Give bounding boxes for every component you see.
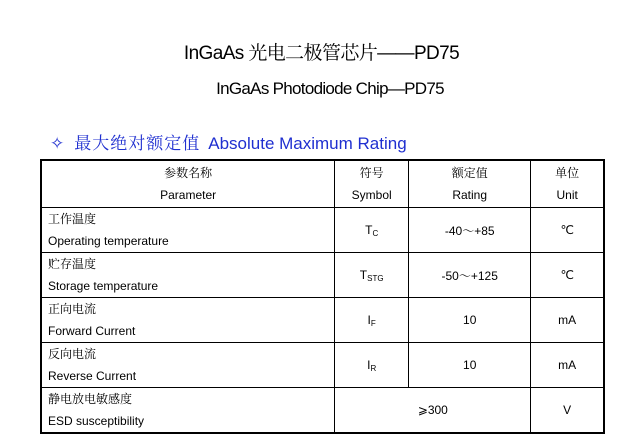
header-rating-cn: 额定值 [451, 166, 488, 180]
row-parameter [41, 298, 335, 343]
parameter-en: Operating temperature [48, 234, 169, 248]
parameter-en: Reverse Current [48, 369, 137, 383]
table-row [41, 343, 604, 388]
header-rating [409, 160, 531, 208]
header-rating-en: Rating [452, 188, 488, 202]
row-symbol [335, 208, 409, 253]
table-header-row [41, 160, 604, 208]
symbol-main: I [367, 357, 371, 372]
row-unit: V [531, 388, 604, 434]
symbol-main: T [359, 267, 368, 282]
parameter-cn: 反向电流 [48, 347, 97, 361]
symbol-main: I [367, 312, 371, 327]
parameter-cn: 工作温度 [48, 212, 97, 226]
table-row [41, 253, 604, 298]
row-parameter [41, 208, 335, 253]
table-row [41, 208, 604, 253]
document-title-en: InGaAs Photodiode Chip—PD75 [216, 79, 444, 98]
section-heading [50, 129, 407, 154]
row-unit: ℃ [531, 208, 604, 253]
table-row [41, 388, 604, 434]
row-rating: -40～+85 [409, 208, 531, 253]
row-unit: mA [531, 343, 604, 388]
parameter-cn: 静电放电敏感度 [48, 392, 133, 406]
row-rating: 10 [409, 298, 531, 343]
absolute-maximum-rating-table [40, 159, 605, 434]
symbol-subscript: STG [367, 273, 384, 283]
symbol-main: T [365, 222, 373, 237]
header-parameter [41, 160, 335, 208]
header-unit-en: Unit [556, 188, 578, 202]
row-symbol [335, 343, 409, 388]
row-rating: 10 [409, 343, 531, 388]
table-row [41, 298, 604, 343]
row-symbol [335, 253, 409, 298]
parameter-en: Storage temperature [48, 279, 159, 293]
row-symbol [335, 298, 409, 343]
symbol-subscript: C [372, 228, 379, 238]
diamond-bullet-icon: ✧ [50, 134, 65, 153]
document-title-cn: InGaAs 光电二极管芯片——PD75 [183, 43, 460, 64]
parameter-cn: 贮存温度 [48, 257, 97, 271]
row-rating: -50～+125 [409, 253, 531, 298]
header-unit [531, 160, 604, 208]
header-parameter-en: Parameter [160, 188, 217, 202]
header-parameter-cn: 参数名称 [164, 166, 213, 180]
section-heading-en: Absolute Maximum Rating [208, 134, 407, 153]
symbol-subscript: F [370, 318, 376, 328]
row-parameter [41, 253, 335, 298]
row-unit: mA [531, 298, 604, 343]
parameter-en: Forward Current [48, 324, 136, 338]
row-unit: ℃ [531, 253, 604, 298]
section-heading-cn: 最大绝对额定值 [74, 134, 201, 154]
row-parameter [41, 343, 335, 388]
symbol-subscript: R [370, 363, 377, 373]
row-rating: ⩾300 [335, 388, 531, 434]
header-unit-cn: 单位 [555, 166, 580, 180]
header-symbol [335, 160, 409, 208]
parameter-en: ESD susceptibility [48, 414, 145, 428]
parameter-cn: 正向电流 [48, 302, 97, 316]
header-symbol-en: Symbol [351, 188, 392, 202]
header-symbol-cn: 符号 [359, 166, 384, 180]
row-parameter [41, 388, 335, 434]
